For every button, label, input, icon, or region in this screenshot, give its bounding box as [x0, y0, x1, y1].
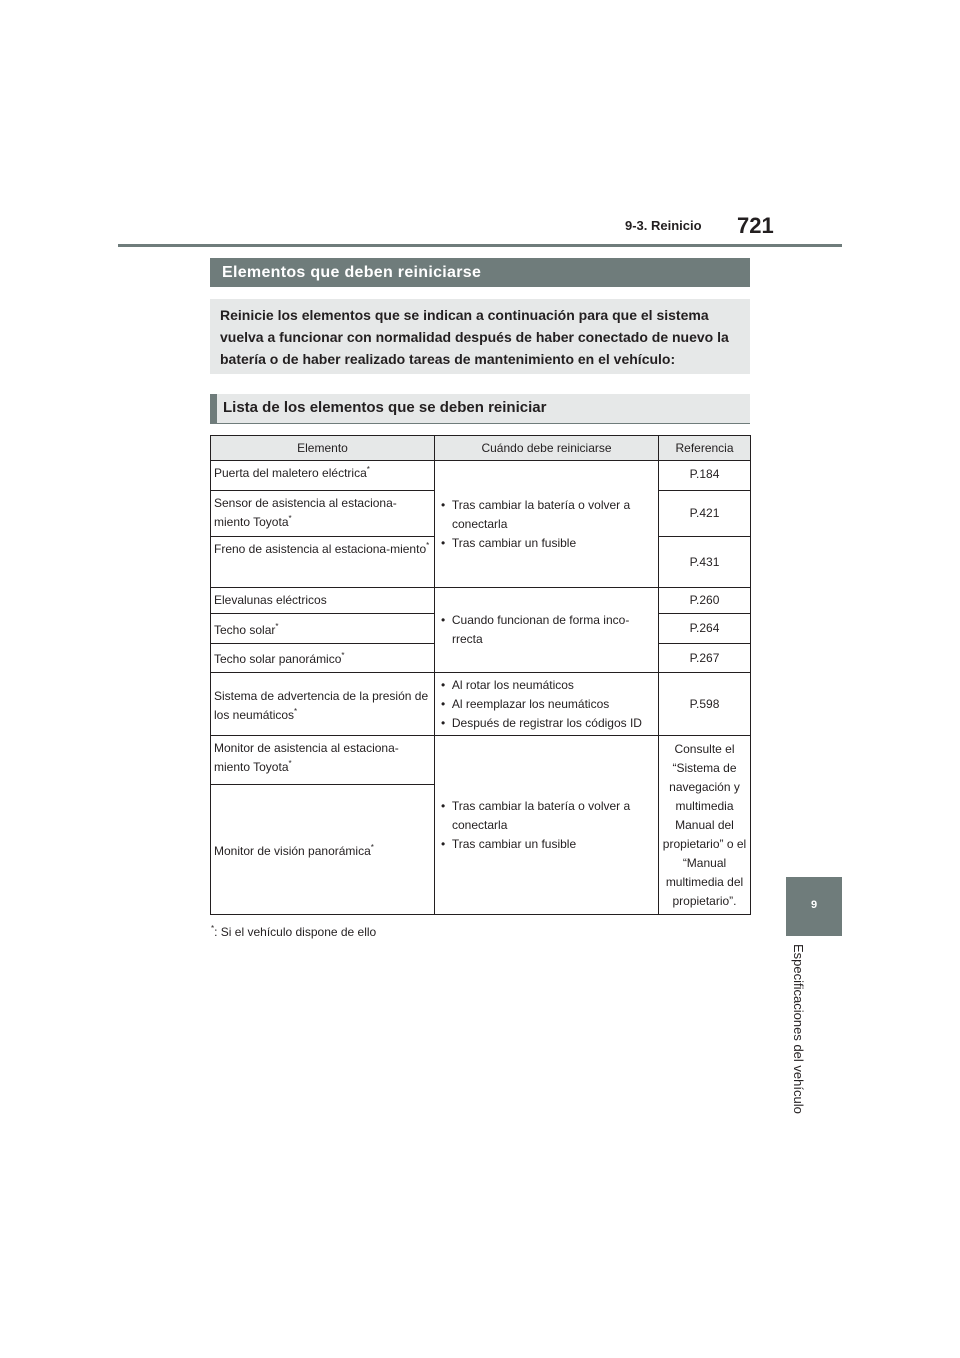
chapter-title-vertical: Especificaciones del vehículo: [791, 944, 806, 1114]
table-row: [211, 736, 751, 785]
item-cell: Sensor de asistencia al estaciona-miento Toyota*: [211, 491, 435, 537]
reference-cell: P.184: [659, 461, 751, 491]
table-header-row: [211, 436, 751, 461]
subsection-banner: [210, 394, 750, 424]
reference-cell: P.267: [659, 644, 751, 673]
chapter-number: 9: [810, 899, 818, 911]
page-number: 721: [737, 213, 774, 238]
asterisk-mark: *: [294, 706, 298, 716]
intro-text: Reinicie los elementos que se indican a continuación para que el sistema vuelva a funcionar con normalidad después de haber conectado de nuevo la batería o de haber realizado tareas de mantenimiento en el vehículo:: [210, 299, 750, 374]
asterisk-mark: *: [288, 759, 292, 768]
item-cell: Puerta del maletero eléctrica*: [211, 461, 435, 491]
condition-cell: • Tras cambiar la batería o volver a conectarla • Tras cambiar un fusible: [435, 736, 659, 915]
section-title: Elementos que deben reiniciarse: [210, 258, 750, 287]
header-rule: [118, 244, 842, 247]
item-cell: Sistema de advertencia de la presión de los neumáticos*: [211, 673, 435, 736]
reference-cell: P.431: [659, 537, 751, 588]
footnote: [211, 925, 376, 939]
reference-cell: Consulte el “Sistema de navegación y multimedia Manual del propietario” o el “Manual multimedia del propietario”.: [659, 736, 751, 915]
header-when: Cuándo debe reiniciarse: [435, 436, 659, 461]
asterisk-mark: *: [366, 465, 370, 474]
asterisk-mark: *: [275, 621, 279, 631]
reference-cell: P.421: [659, 491, 751, 537]
reference-cell: P.598: [659, 673, 751, 736]
condition-cell: • Cuando funcionan de forma inco-rrecta: [435, 588, 659, 673]
table-row: [211, 673, 751, 736]
footnote-asterisk: *: [211, 924, 215, 933]
item-cell: Techo solar panorámico*: [211, 644, 435, 673]
asterisk-mark: *: [341, 651, 345, 660]
reference-cell: P.260: [659, 588, 751, 614]
item-cell: Monitor de asistencia al estaciona-miento Toyota*: [211, 736, 435, 785]
item-cell: Techo solar*: [211, 614, 435, 644]
asterisk-mark: *: [370, 842, 374, 852]
running-header-section: 9-3. Reinicio: [625, 218, 702, 233]
item-cell: Monitor de visión panorámica*: [211, 785, 435, 915]
reference-cell: P.264: [659, 614, 751, 644]
header-item: Elemento: [211, 436, 435, 461]
reset-items-table: [210, 435, 751, 915]
subsection-title: Lista de los elementos que se deben reiniciar: [223, 399, 547, 416]
chapter-tab: [786, 877, 842, 936]
subsection-accent-bar: [210, 394, 217, 423]
item-cell: Elevalunas eléctricos: [211, 588, 435, 614]
asterisk-mark: *: [288, 514, 292, 523]
asterisk-mark: *: [426, 541, 430, 550]
item-cell: Freno de asistencia al estaciona-miento*: [211, 537, 435, 588]
footnote-text: : Si el vehículo dispone de ello: [214, 925, 377, 939]
condition-cell: • Tras cambiar la batería o volver a conectarla • Tras cambiar un fusible: [435, 461, 659, 588]
table-row: [211, 461, 751, 491]
header-reference: Referencia: [659, 436, 751, 461]
condition-cell: • Al rotar los neumáticos • Al reemplazar los neumáticos • Después de registrar los códigos ID: [435, 673, 659, 736]
table-row: [211, 588, 751, 614]
